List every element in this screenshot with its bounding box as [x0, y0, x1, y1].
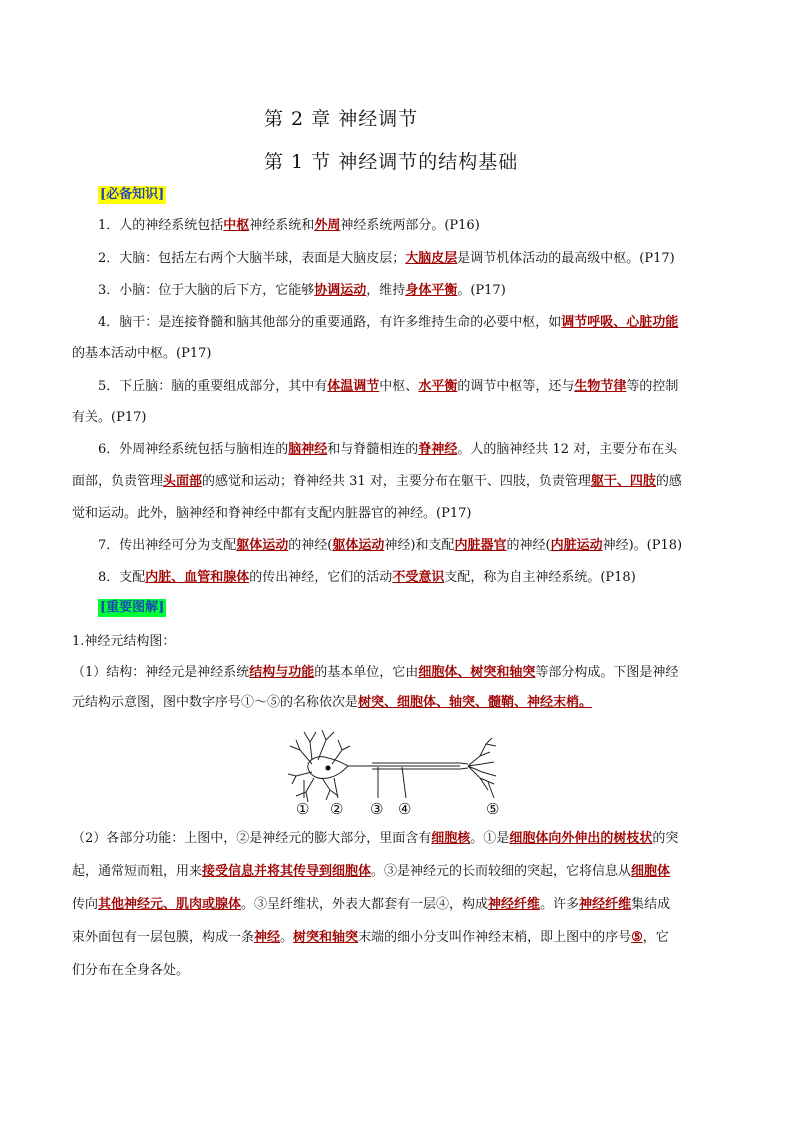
text: （2）各部分功能：上图中，②是神经元的膨大部分，里面含有: [72, 831, 432, 846]
text: 元结构示意图，图中数字序号①～⑤的名称依次是: [72, 695, 359, 710]
text: 。人的脑神经共 12 对，主要分布在头: [457, 442, 678, 457]
text: 中枢、: [379, 379, 419, 394]
function-paragraph-line3: [72, 895, 670, 915]
answer: 树突和轴突: [293, 930, 359, 945]
text: 传向: [72, 897, 99, 912]
text: 的突: [652, 831, 679, 846]
text: 支配，称为自主神经系统。(P18): [444, 570, 636, 585]
text: 1.神经元结构图：: [72, 634, 176, 649]
answer: 结构与功能: [249, 665, 315, 680]
answer: 内脏运动: [550, 538, 603, 553]
answer: 外周: [314, 218, 341, 233]
text: 和与脊髓相连的: [327, 442, 419, 457]
structure-paragraph-line2: [72, 693, 592, 713]
text: 神经)和支配: [384, 538, 455, 553]
text: 等的控制: [626, 379, 679, 394]
function-paragraph-line2: [72, 862, 670, 882]
function-paragraph-line5: [72, 961, 189, 981]
answer: 躯干、四肢: [590, 474, 656, 489]
answer: 头面部: [163, 474, 203, 489]
text: 。③呈纤维状，外表大都套有一层④，构成: [241, 897, 489, 912]
answer: 躯体运动: [332, 538, 385, 553]
text: 神经)。(P18): [602, 538, 683, 553]
nucleus: [326, 766, 331, 771]
text: 末端的细小分支叫作神经末梢，即上图中的序号: [358, 930, 632, 945]
answer: 不受意识: [392, 570, 445, 585]
text: 7．传出神经可分为支配: [98, 538, 237, 553]
label-5: ⑤: [486, 800, 500, 818]
text: 们分布在全身各处。: [72, 963, 190, 978]
text: 1．人的神经系统包括: [98, 218, 224, 233]
label-4: ④: [398, 800, 412, 818]
knowledge-item-1: [98, 216, 480, 236]
answer: 神经: [254, 930, 281, 945]
text: 束外面包有一层包膜，构成一条: [72, 930, 255, 945]
text: 。(P17): [457, 283, 506, 298]
answer: 细胞体向外伸出的树枝状: [509, 831, 653, 846]
text: 。①是: [470, 831, 510, 846]
text: 3．小脑：位于大脑的后下方，它能够: [98, 283, 315, 298]
text: 的神经(: [288, 538, 333, 553]
text: 。许多: [540, 897, 580, 912]
function-paragraph-line1: [72, 829, 678, 849]
diagram-heading: [72, 632, 175, 652]
text: 起，通常短而粗，用来: [72, 864, 203, 879]
text: 。: [280, 930, 294, 945]
knowledge-item-7: [98, 536, 682, 556]
answer: 躯体运动: [236, 538, 289, 553]
label-3: ③: [370, 800, 384, 818]
text: ，维持: [366, 283, 406, 298]
answer: 大脑皮层: [405, 251, 458, 266]
text: ，它: [642, 930, 669, 945]
section-title: 第 1 节 神经调节的结构基础: [264, 151, 519, 173]
knowledge-item-4: [98, 313, 678, 333]
answer: 细胞体、树突和轴突: [418, 665, 536, 680]
label-2: ②: [330, 800, 344, 818]
text: 。③是神经元的长而较细的突起，它将信息从: [371, 864, 632, 879]
function-paragraph-line4: [72, 928, 669, 948]
knowledge-item-6-line2: [72, 472, 682, 492]
answer: 细胞体: [631, 864, 671, 879]
answer: 内脏、血管和腺体: [145, 570, 250, 585]
text: 神经系统和: [249, 218, 315, 233]
knowledge-item-3: [98, 281, 506, 301]
text: 2．大脑：包括左右两个大脑半球，表面是大脑皮层；: [98, 251, 406, 266]
knowledge-item-4-cont: [72, 344, 211, 364]
answer: 脊神经: [418, 442, 458, 457]
text: 面部，负责管理: [72, 474, 164, 489]
knowledge-item-2: [98, 249, 675, 269]
text: 的感觉和运动；脊神经共 31 对，主要分布在躯干、四肢，负责管理: [202, 474, 591, 489]
text: 4．脑干：是连接脊髓和脑其他部分的重要通路，有许多维持生命的必要中枢，如: [98, 315, 562, 330]
text: 5．下丘脑：脑的重要组成部分，其中有: [98, 379, 328, 394]
answer: 内脏器官: [454, 538, 507, 553]
knowledge-item-6-line3: [72, 504, 471, 524]
answer: 水平衡: [418, 379, 458, 394]
answer: 体温调节: [327, 379, 380, 394]
text: 觉和运动。此外，脑神经和脊神经中都有支配内脏器官的神经。(P17): [72, 506, 472, 521]
knowledge-item-5-cont: [72, 408, 146, 428]
answer: 调节呼吸、心脏功能: [561, 315, 679, 330]
answer: 神经纤维: [488, 897, 541, 912]
answer: ⑤: [631, 930, 643, 945]
knowledge-item-6: [98, 440, 677, 460]
text: 是调节机体活动的最高级中枢。(P17): [457, 251, 675, 266]
chapter-title: 第 2 章 神经调节: [264, 108, 419, 130]
answer: 身体平衡: [405, 283, 458, 298]
neuron-diagram: [282, 720, 512, 820]
text: 的基本单位，它由: [314, 665, 419, 680]
answer: 神经纤维: [579, 897, 632, 912]
label-1: ①: [296, 800, 310, 818]
knowledge-item-5: [98, 377, 678, 397]
text: 有关。(P17): [72, 410, 147, 425]
answer: 树突、细胞体、轴突、髓鞘、神经末梢。: [358, 695, 593, 710]
text: 的基本活动中枢。(P17): [72, 346, 212, 361]
text: 等部分构成。下图是神经: [535, 665, 679, 680]
answer: 细胞核: [431, 831, 471, 846]
required-knowledge-tag: [必备知识]: [100, 187, 165, 202]
answer: 协调运动: [314, 283, 367, 298]
answer: 其他神经元、肌肉或腺体: [98, 897, 242, 912]
answer: 生物节律: [574, 379, 627, 394]
structure-paragraph: [72, 663, 678, 683]
text: 神经系统两部分。(P16): [340, 218, 480, 233]
text: 集结成: [631, 897, 671, 912]
text: 的传出神经，它们的活动: [249, 570, 393, 585]
diagram-tag: [重要图解]: [100, 600, 165, 615]
text: 8．支配: [98, 570, 146, 585]
text: 的神经(: [506, 538, 551, 553]
text: 6．外周神经系统包括与脑相连的: [98, 442, 289, 457]
text: 的感: [655, 474, 682, 489]
text: 的调节中枢等，还与: [457, 379, 575, 394]
answer: 接受信息并将其传导到细胞体: [202, 864, 372, 879]
answer: 脑神经: [288, 442, 328, 457]
text: （1）结构：神经元是神经系统: [72, 665, 250, 680]
answer: 中枢: [223, 218, 250, 233]
knowledge-item-8: [98, 568, 636, 588]
